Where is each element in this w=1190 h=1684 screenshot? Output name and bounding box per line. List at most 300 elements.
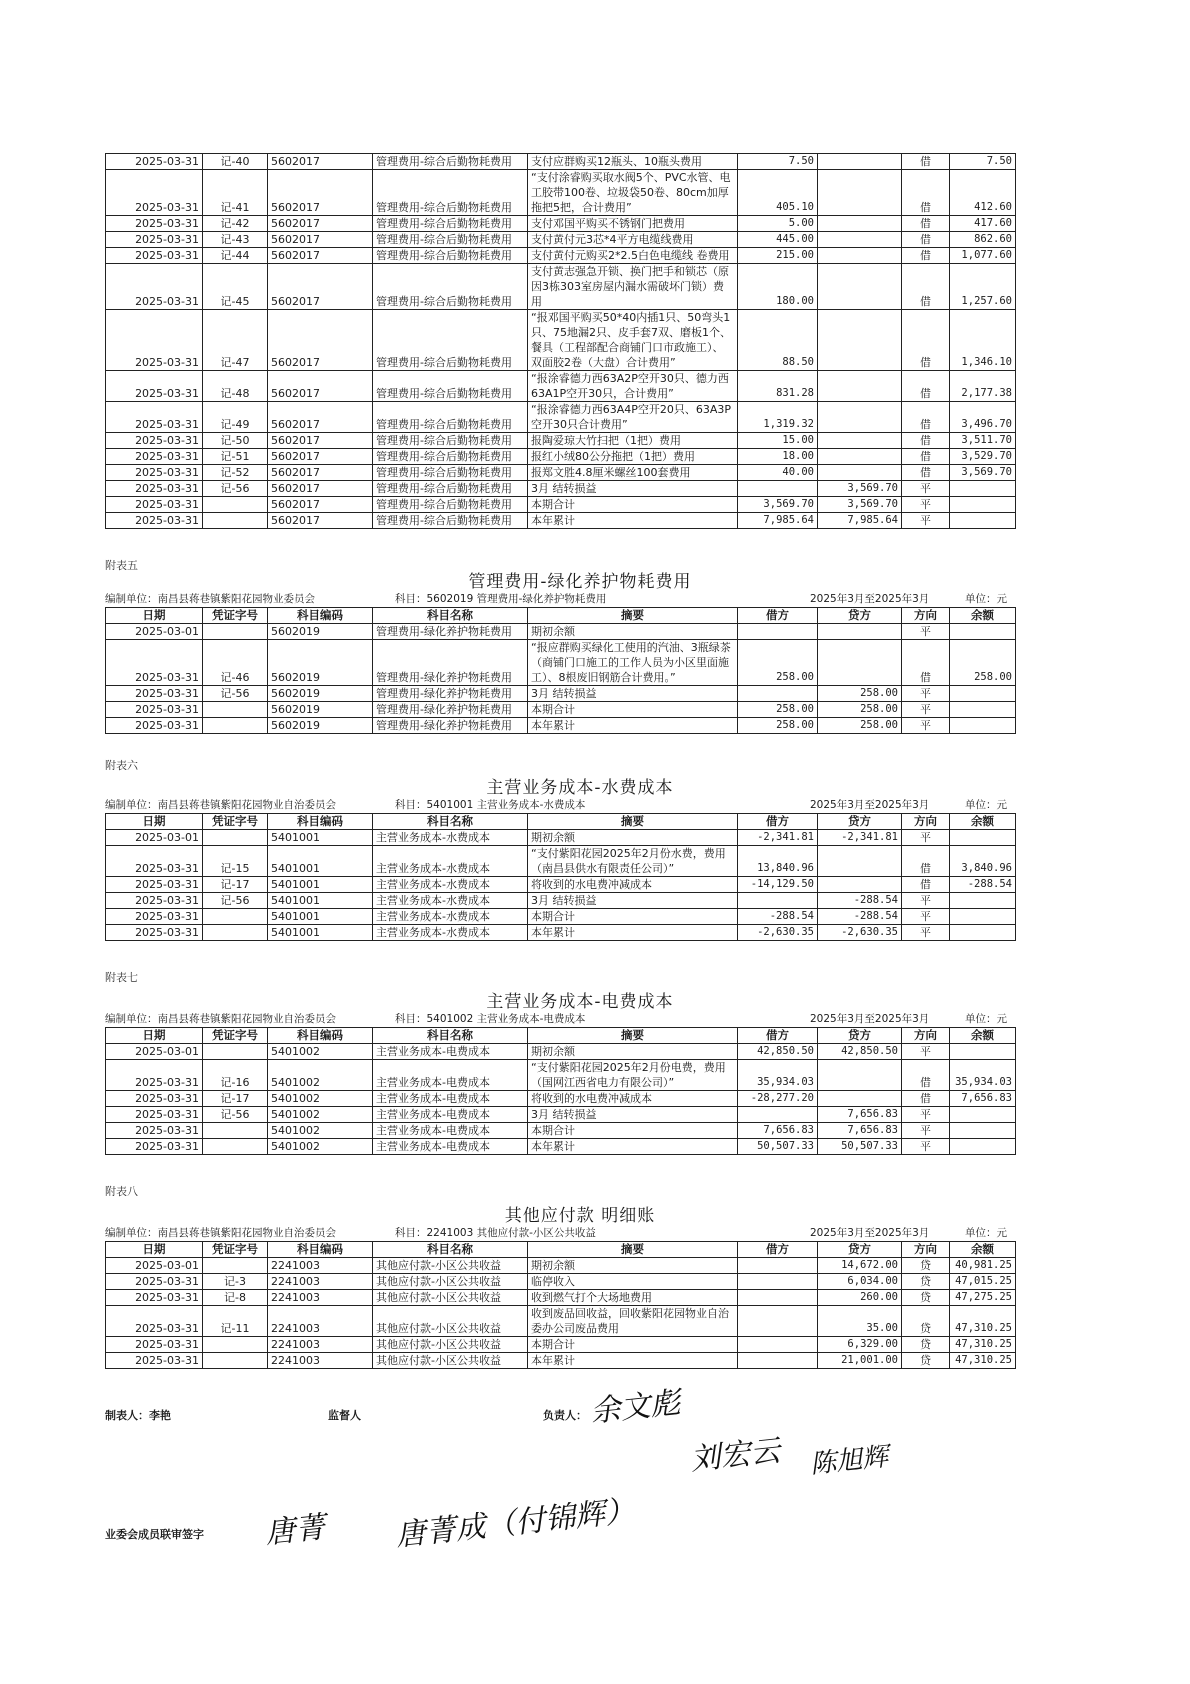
ledger-table-greening: [105, 607, 1016, 734]
subject-name-cell: 主营业务成本-电费成本: [373, 1107, 528, 1123]
table-row: [106, 371, 1016, 402]
debit-cell: [738, 1290, 818, 1306]
summary-cell: 期初余额: [528, 1258, 738, 1274]
code-cell: 5401001: [268, 877, 373, 893]
balance-cell: 1,346.10: [950, 310, 1016, 371]
voucher-cell: 记-50: [203, 433, 268, 449]
summary-cell: 3月 结转损益: [528, 893, 738, 909]
subject-name-cell: 主营业务成本-电费成本: [373, 1139, 528, 1155]
credit-cell: 6,034.00: [818, 1274, 902, 1290]
column-header-name: 科目名称: [373, 608, 528, 624]
balance-cell: 417.60: [950, 216, 1016, 232]
column-header-vno: 凭证字号: [203, 1028, 268, 1044]
org-label: 编制单位：南昌县蒋巷镇紫阳花园物业自治委员会: [105, 799, 336, 811]
code-cell: 5602017: [268, 433, 373, 449]
summary-cell: 本期合计: [528, 909, 738, 925]
code-cell: 5602017: [268, 449, 373, 465]
summary-cell: 本期合计: [528, 702, 738, 718]
table-row: [106, 465, 1016, 481]
voucher-cell: 记-56: [203, 686, 268, 702]
credit-cell: [818, 465, 902, 481]
credit-cell: 258.00: [818, 718, 902, 734]
subject-name-cell: 管理费用-综合后勤物耗费用: [373, 371, 528, 402]
summary-cell: 3月 结转损益: [528, 686, 738, 702]
table-row: [106, 1337, 1016, 1353]
direction-cell: 借: [902, 640, 950, 686]
balance-cell: [950, 481, 1016, 497]
column-header-vno: 凭证字号: [203, 608, 268, 624]
balance-cell: 47,015.25: [950, 1274, 1016, 1290]
column-header-desc: 摘要: [528, 1242, 738, 1258]
debit-cell: 7,985.64: [738, 513, 818, 529]
summary-cell: “支付紫阳花园2025年2月份水费，费用（南昌县供水有限责任公司）”: [528, 846, 738, 877]
date-cell: 2025-03-31: [106, 846, 203, 877]
voucher-cell: [203, 830, 268, 846]
credit-cell: [818, 310, 902, 371]
subject-label: 科目：5401001 主营业务成本-水费成本: [395, 799, 586, 811]
direction-cell: 借: [902, 449, 950, 465]
code-cell: 2241003: [268, 1290, 373, 1306]
balance-cell: [950, 893, 1016, 909]
column-header-vno: 凭证字号: [203, 1242, 268, 1258]
period-label: 2025年3月至2025年3月: [810, 1013, 930, 1025]
code-cell: 5602019: [268, 640, 373, 686]
direction-cell: 平: [902, 702, 950, 718]
date-cell: 2025-03-31: [106, 718, 203, 734]
table-row: [106, 1290, 1016, 1306]
code-cell: 5401001: [268, 846, 373, 877]
balance-cell: 3,529.70: [950, 449, 1016, 465]
date-cell: 2025-03-31: [106, 640, 203, 686]
subject-name-cell: 管理费用-综合后勤物耗费用: [373, 310, 528, 371]
credit-cell: [818, 433, 902, 449]
code-cell: 5602019: [268, 718, 373, 734]
summary-cell: 3月 结转损益: [528, 1107, 738, 1123]
direction-cell: 平: [902, 1123, 950, 1139]
table-row: [106, 513, 1016, 529]
column-header-date: 日期: [106, 814, 203, 830]
voucher-cell: 记-56: [203, 1107, 268, 1123]
voucher-cell: [203, 925, 268, 941]
signature: 唐菁成（付锦辉）: [394, 1493, 637, 1554]
summary-cell: 3月 结转损益: [528, 481, 738, 497]
subject-name-cell: 管理费用-综合后勤物耗费用: [373, 402, 528, 433]
code-cell: 5602019: [268, 702, 373, 718]
voucher-cell: 记-8: [203, 1290, 268, 1306]
subject-name-cell: 管理费用-综合后勤物耗费用: [373, 465, 528, 481]
date-cell: 2025-03-31: [106, 925, 203, 941]
voucher-cell: [203, 718, 268, 734]
code-cell: 2241003: [268, 1274, 373, 1290]
date-cell: 2025-03-31: [106, 449, 203, 465]
voucher-cell: [203, 1044, 268, 1060]
credit-cell: [818, 846, 902, 877]
table-row: [106, 909, 1016, 925]
column-header-code: 科目编码: [268, 814, 373, 830]
appendix-label: 附表八: [105, 1185, 138, 1198]
ledger-table-water: [105, 813, 1016, 941]
date-cell: 2025-03-31: [106, 402, 203, 433]
direction-cell: 借: [902, 371, 950, 402]
balance-cell: [950, 909, 1016, 925]
code-cell: 5602017: [268, 310, 373, 371]
signature: 唐菁: [263, 1509, 328, 1552]
balance-cell: 40,981.25: [950, 1258, 1016, 1274]
table-row: [106, 1258, 1016, 1274]
credit-cell: 35.00: [818, 1306, 902, 1337]
table-row: [106, 1044, 1016, 1060]
subject-name-cell: 主营业务成本-水费成本: [373, 846, 528, 877]
table-title: 管理费用-绿化养护物耗费用: [468, 572, 692, 592]
balance-cell: [950, 830, 1016, 846]
debit-cell: [738, 1107, 818, 1123]
summary-cell: 本年累计: [528, 1139, 738, 1155]
column-header-debit: 借方: [738, 814, 818, 830]
date-cell: 2025-03-31: [106, 686, 203, 702]
date-cell: 2025-03-31: [106, 1306, 203, 1337]
date-cell: 2025-03-31: [106, 1107, 203, 1123]
credit-cell: 260.00: [818, 1290, 902, 1306]
unit-label: 单位：元: [965, 1227, 1007, 1239]
subject-name-cell: 主营业务成本-水费成本: [373, 877, 528, 893]
voucher-cell: [203, 1139, 268, 1155]
summary-cell: 将收到的水电费冲减成本: [528, 877, 738, 893]
table-header-row: [106, 1028, 1016, 1044]
summary-cell: “报邓国平购买50*40内插1只、50弯头1只、75地漏2只、皮手套7双、磨板1个、餐具（工程部配合商铺门口市政施工）、双面胶2卷（大盘）合计费用”: [528, 310, 738, 371]
supervisor-label: 监督人: [328, 1409, 361, 1422]
subject-name-cell: 管理费用-综合后勤物耗费用: [373, 264, 528, 310]
table-row: [106, 877, 1016, 893]
direction-cell: 平: [902, 481, 950, 497]
table-row: [106, 1306, 1016, 1337]
direction-cell: 借: [902, 310, 950, 371]
summary-cell: 本年累计: [528, 1353, 738, 1369]
balance-cell: 35,934.03: [950, 1060, 1016, 1091]
date-cell: 2025-03-31: [106, 264, 203, 310]
summary-cell: 报郑文胜4.8厘米螺丝100套费用: [528, 465, 738, 481]
unit-label: 单位：元: [965, 1013, 1007, 1025]
credit-cell: 7,985.64: [818, 513, 902, 529]
table-header-row: [106, 608, 1016, 624]
credit-cell: -288.54: [818, 909, 902, 925]
summary-cell: 期初余额: [528, 830, 738, 846]
direction-cell: 借: [902, 465, 950, 481]
table-row: [106, 1107, 1016, 1123]
voucher-cell: [203, 1337, 268, 1353]
voucher-cell: 记-52: [203, 465, 268, 481]
table-title: 其他应付款 明细账: [504, 1206, 656, 1226]
date-cell: 2025-03-31: [106, 1091, 203, 1107]
subject-name-cell: 管理费用-综合后勤物耗费用: [373, 170, 528, 216]
direction-cell: 平: [902, 1139, 950, 1155]
subject-name-cell: 主营业务成本-水费成本: [373, 909, 528, 925]
code-cell: 2241003: [268, 1258, 373, 1274]
code-cell: 5401002: [268, 1091, 373, 1107]
debit-cell: 18.00: [738, 449, 818, 465]
date-cell: 2025-03-31: [106, 216, 203, 232]
subject-name-cell: 主营业务成本-电费成本: [373, 1091, 528, 1107]
credit-cell: 6,329.00: [818, 1337, 902, 1353]
date-cell: 2025-03-31: [106, 1290, 203, 1306]
voucher-cell: 记-16: [203, 1060, 268, 1091]
responsible-label: 负责人：: [543, 1409, 587, 1422]
summary-cell: 将收到的水电费冲减成本: [528, 1091, 738, 1107]
review-label: 业委会成员联审签字: [105, 1528, 204, 1541]
voucher-cell: 记-48: [203, 371, 268, 402]
code-cell: 5602017: [268, 481, 373, 497]
summary-cell: 支付应群购买12瓶头、10瓶头费用: [528, 154, 738, 170]
direction-cell: 平: [902, 624, 950, 640]
org-label: 编制单位：南昌县蒋巷镇紫阳花园物业委员会: [105, 593, 315, 605]
credit-cell: 258.00: [818, 702, 902, 718]
table-row: [106, 1091, 1016, 1107]
code-cell: 5602017: [268, 216, 373, 232]
summary-cell: 支付邓国平购买不锈钢门把费用: [528, 216, 738, 232]
summary-cell: 报陶爱琼大竹扫把（1把）费用: [528, 433, 738, 449]
column-header-name: 科目名称: [373, 814, 528, 830]
direction-cell: 借: [902, 433, 950, 449]
direction-cell: 贷: [902, 1290, 950, 1306]
date-cell: 2025-03-31: [106, 1139, 203, 1155]
debit-cell: -28,277.20: [738, 1091, 818, 1107]
table-row: [106, 624, 1016, 640]
unit-label: 单位：元: [965, 593, 1007, 605]
balance-cell: -288.54: [950, 877, 1016, 893]
date-cell: 2025-03-31: [106, 310, 203, 371]
date-cell: 2025-03-31: [106, 371, 203, 402]
code-cell: 5602017: [268, 465, 373, 481]
subject-name-cell: 主营业务成本-水费成本: [373, 893, 528, 909]
voucher-cell: 记-56: [203, 481, 268, 497]
date-cell: 2025-03-31: [106, 877, 203, 893]
direction-cell: 贷: [902, 1306, 950, 1337]
summary-cell: “报应群购买绿化工使用的汽油、3瓶绿茶（商铺门口施工的工作人员为小区里面施工）、8根废旧钢筋合计费用。”: [528, 640, 738, 686]
debit-cell: 258.00: [738, 702, 818, 718]
subject-name-cell: 管理费用-综合后勤物耗费用: [373, 248, 528, 264]
credit-cell: 7,656.83: [818, 1123, 902, 1139]
debit-cell: 88.50: [738, 310, 818, 371]
debit-cell: 215.00: [738, 248, 818, 264]
voucher-cell: [203, 1123, 268, 1139]
balance-cell: 47,310.25: [950, 1337, 1016, 1353]
direction-cell: 借: [902, 154, 950, 170]
period-label: 2025年3月至2025年3月: [810, 1227, 930, 1239]
subject-name-cell: 主营业务成本-电费成本: [373, 1060, 528, 1091]
debit-cell: 258.00: [738, 640, 818, 686]
table-row: [106, 310, 1016, 371]
debit-cell: [738, 893, 818, 909]
column-header-dir: 方向: [902, 1242, 950, 1258]
code-cell: 5602017: [268, 232, 373, 248]
table-title: 主营业务成本-水费成本: [486, 778, 674, 798]
date-cell: 2025-03-01: [106, 830, 203, 846]
code-cell: 5602019: [268, 624, 373, 640]
column-header-name: 科目名称: [373, 1028, 528, 1044]
column-header-credit: 贷方: [818, 608, 902, 624]
debit-cell: 50,507.33: [738, 1139, 818, 1155]
subject-label: 科目：2241003 其他应付款-小区公共收益: [395, 1227, 596, 1239]
voucher-cell: [203, 909, 268, 925]
credit-cell: [818, 1091, 902, 1107]
direction-cell: 平: [902, 909, 950, 925]
debit-cell: 831.28: [738, 371, 818, 402]
subject-name-cell: 主营业务成本-电费成本: [373, 1044, 528, 1060]
debit-cell: 1,319.32: [738, 402, 818, 433]
subject-name-cell: 管理费用-绿化养护物耗费用: [373, 686, 528, 702]
credit-cell: 21,001.00: [818, 1353, 902, 1369]
period-label: 2025年3月至2025年3月: [810, 799, 930, 811]
code-cell: 5602019: [268, 686, 373, 702]
subject-name-cell: 管理费用-综合后勤物耗费用: [373, 433, 528, 449]
org-label: 编制单位：南昌县蒋巷镇紫阳花园物业自治委员会: [105, 1013, 336, 1025]
column-header-code: 科目编码: [268, 1028, 373, 1044]
table-row: [106, 702, 1016, 718]
credit-cell: 3,569.70: [818, 481, 902, 497]
table-row: [106, 893, 1016, 909]
table-row: [106, 1274, 1016, 1290]
date-cell: 2025-03-01: [106, 1258, 203, 1274]
credit-cell: [818, 1060, 902, 1091]
summary-cell: 支付黄付元3芯*4平方电缆线费用: [528, 232, 738, 248]
code-cell: 5602017: [268, 371, 373, 402]
summary-cell: 报红小绒80公分拖把（1把）费用: [528, 449, 738, 465]
subject-name-cell: 主营业务成本-电费成本: [373, 1123, 528, 1139]
signature: 刘宏云: [688, 1433, 782, 1478]
debit-cell: [738, 686, 818, 702]
subject-name-cell: 管理费用-综合后勤物耗费用: [373, 232, 528, 248]
debit-cell: -288.54: [738, 909, 818, 925]
table-row: [106, 264, 1016, 310]
code-cell: 5401002: [268, 1123, 373, 1139]
credit-cell: [818, 402, 902, 433]
direction-cell: 平: [902, 830, 950, 846]
credit-cell: -2,630.35: [818, 925, 902, 941]
voucher-cell: 记-51: [203, 449, 268, 465]
voucher-cell: [203, 497, 268, 513]
table-row: [106, 718, 1016, 734]
debit-cell: 5.00: [738, 216, 818, 232]
debit-cell: [738, 1274, 818, 1290]
credit-cell: [818, 624, 902, 640]
table-row: [106, 402, 1016, 433]
debit-cell: -2,630.35: [738, 925, 818, 941]
voucher-cell: 记-49: [203, 402, 268, 433]
column-header-debit: 借方: [738, 1242, 818, 1258]
table-row: [106, 232, 1016, 248]
credit-cell: [818, 170, 902, 216]
subject-name-cell: 其他应付款-小区公共收益: [373, 1306, 528, 1337]
subject-name-cell: 其他应付款-小区公共收益: [373, 1337, 528, 1353]
column-header-dir: 方向: [902, 608, 950, 624]
summary-cell: “支付紫阳花园2025年2月份电费，费用（国网江西省电力有限公司）”: [528, 1060, 738, 1091]
column-header-desc: 摘要: [528, 814, 738, 830]
summary-cell: 支付黄付元购买2*2.5白色电缆线 卷费用: [528, 248, 738, 264]
credit-cell: [818, 232, 902, 248]
voucher-cell: 记-17: [203, 877, 268, 893]
credit-cell: [818, 154, 902, 170]
balance-cell: [950, 718, 1016, 734]
balance-cell: 3,840.96: [950, 846, 1016, 877]
date-cell: 2025-03-31: [106, 497, 203, 513]
balance-cell: 2,177.38: [950, 371, 1016, 402]
date-cell: 2025-03-31: [106, 893, 203, 909]
credit-cell: 7,656.83: [818, 1107, 902, 1123]
code-cell: 5602017: [268, 248, 373, 264]
credit-cell: 3,569.70: [818, 497, 902, 513]
column-header-credit: 贷方: [818, 1028, 902, 1044]
voucher-cell: [203, 702, 268, 718]
summary-cell: “报涂睿德力西63A2P空开30只、德力西63A1P空开30只，合计费用”: [528, 371, 738, 402]
voucher-cell: 记-42: [203, 216, 268, 232]
code-cell: 2241003: [268, 1353, 373, 1369]
voucher-cell: 记-41: [203, 170, 268, 216]
subject-name-cell: 其他应付款-小区公共收益: [373, 1274, 528, 1290]
subject-name-cell: 管理费用-综合后勤物耗费用: [373, 497, 528, 513]
debit-cell: [738, 1353, 818, 1369]
debit-cell: [738, 1258, 818, 1274]
date-cell: 2025-03-31: [106, 433, 203, 449]
date-cell: 2025-03-31: [106, 154, 203, 170]
column-header-bal: 余额: [950, 608, 1016, 624]
subject-name-cell: 其他应付款-小区公共收益: [373, 1353, 528, 1369]
date-cell: 2025-03-31: [106, 1274, 203, 1290]
unit-label: 单位：元: [965, 799, 1007, 811]
preparer-label: 制表人：李艳: [105, 1409, 171, 1422]
date-cell: 2025-03-31: [106, 702, 203, 718]
direction-cell: 借: [902, 1091, 950, 1107]
debit-cell: 3,569.70: [738, 497, 818, 513]
balance-cell: 7.50: [950, 154, 1016, 170]
voucher-cell: 记-47: [203, 310, 268, 371]
voucher-cell: [203, 1258, 268, 1274]
debit-cell: 445.00: [738, 232, 818, 248]
table-row: [106, 1139, 1016, 1155]
direction-cell: 借: [902, 170, 950, 216]
subject-name-cell: 管理费用-综合后勤物耗费用: [373, 513, 528, 529]
date-cell: 2025-03-31: [106, 1123, 203, 1139]
subject-name-cell: 管理费用-综合后勤物耗费用: [373, 481, 528, 497]
debit-cell: 405.10: [738, 170, 818, 216]
date-cell: 2025-03-31: [106, 465, 203, 481]
subject-name-cell: 其他应付款-小区公共收益: [373, 1290, 528, 1306]
subject-name-cell: 主营业务成本-水费成本: [373, 925, 528, 941]
direction-cell: 贷: [902, 1337, 950, 1353]
table-row: [106, 686, 1016, 702]
debit-cell: 40.00: [738, 465, 818, 481]
direction-cell: 贷: [902, 1274, 950, 1290]
date-cell: 2025-03-31: [106, 481, 203, 497]
table-header-row: [106, 814, 1016, 830]
debit-cell: -14,129.50: [738, 877, 818, 893]
voucher-cell: 记-56: [203, 893, 268, 909]
summary-cell: 本年累计: [528, 718, 738, 734]
column-header-date: 日期: [106, 1028, 203, 1044]
direction-cell: 借: [902, 402, 950, 433]
direction-cell: 平: [902, 1044, 950, 1060]
date-cell: 2025-03-31: [106, 170, 203, 216]
table-row: [106, 433, 1016, 449]
code-cell: 2241003: [268, 1337, 373, 1353]
code-cell: 2241003: [268, 1306, 373, 1337]
ledger-table-electric: [105, 1027, 1016, 1155]
table-row: [106, 1353, 1016, 1369]
summary-cell: 收到废品回收益，回收紫阳花园物业自治委办公司废品费用: [528, 1306, 738, 1337]
subject-name-cell: 其他应付款-小区公共收益: [373, 1258, 528, 1274]
code-cell: 5602017: [268, 154, 373, 170]
credit-cell: -2,341.81: [818, 830, 902, 846]
code-cell: 5401002: [268, 1107, 373, 1123]
debit-cell: [738, 1306, 818, 1337]
